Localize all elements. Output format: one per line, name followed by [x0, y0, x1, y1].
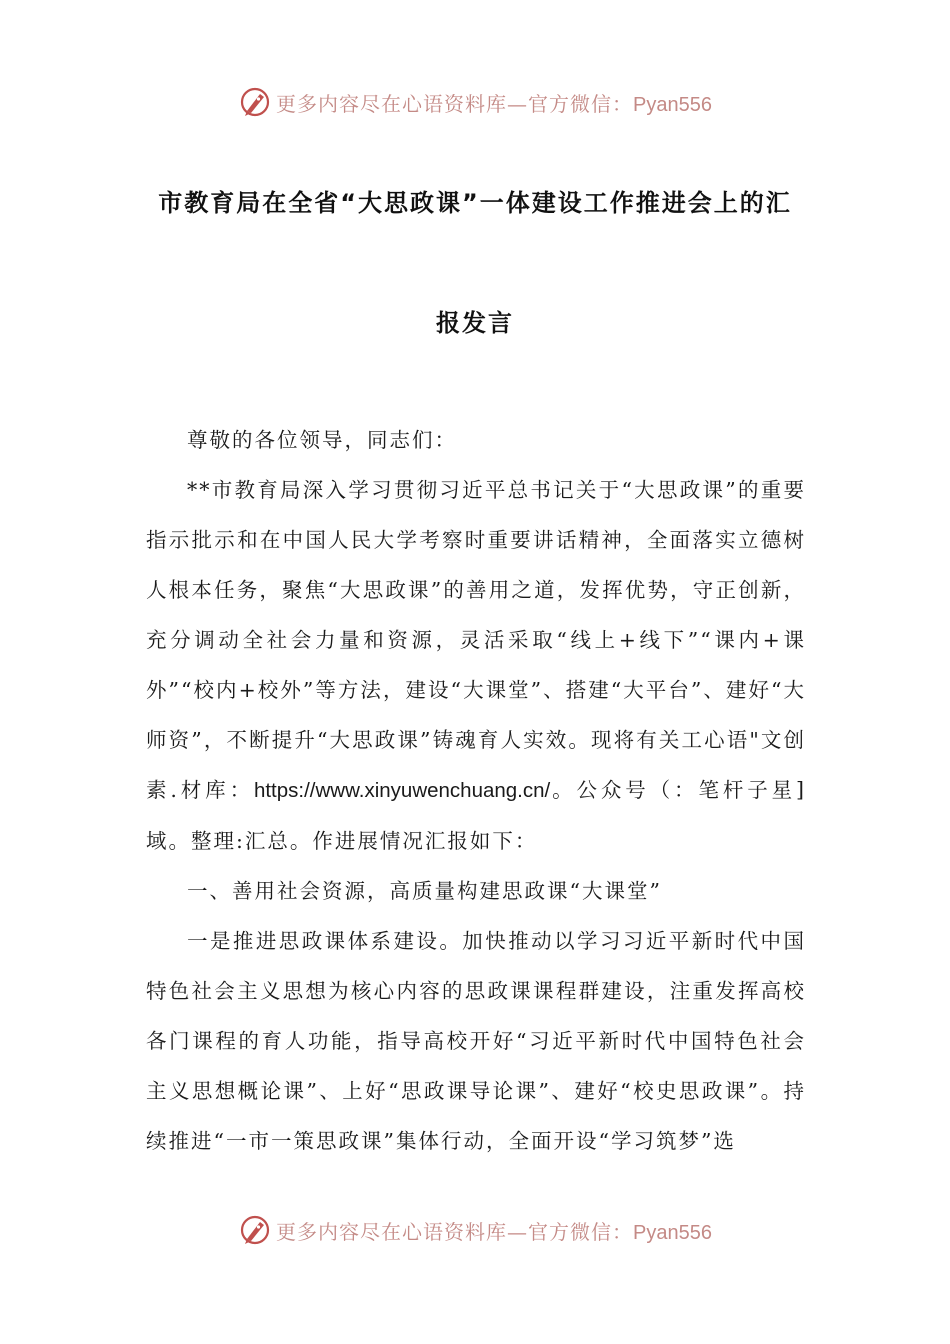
- paragraph-intro-text: **市教育局深入学习贯彻习近平总书记关于“大思政课”的重要指示批示和在中国人民大学考察时重要讲话精神，全面落实立德树人根本任务，聚焦“大思政课”的善用之道，发挥优势，守正创新，充分调动全社会力量和资源，灵活采取“线上+线下”“课内+课外”“校内+校外”等方法，建设“大课堂”、搭建“大平台”、建好“大师资”，不断提升“大思政课”铸魂育人实效。现将有关工心语"文创素.材库：: [146, 478, 806, 802]
- salutation: 尊敬的各位领导，同志们：: [187, 428, 457, 452]
- paragraph-section-1: 一是推进思政课体系建设。加快推动以学习习近平新时代中国特色社会主义思想为核心内容的思政课课程群建设，注重发挥高校各门课程的育人功能，指导高校开好“习近平新时代中国特色社会主义思想概论课”、上好“思政课导论课”、建好“校史思政课”。持续推进“一市一策思政课”集体行动，全面开设“学习筑梦”选: [146, 929, 806, 1153]
- banner-text: 更多内容尽在心语资料库—官方微信：Pyan556: [276, 91, 712, 116]
- document-title-line-2: 报发言: [436, 309, 514, 337]
- pen-nib-logo-icon: [238, 85, 272, 119]
- document-body: [146, 415, 806, 1166]
- footer-banner: [0, 1210, 950, 1250]
- document-title-line-1: 市教育局在全省“大思政课”一体建设工作推进会上的汇: [158, 189, 792, 217]
- paragraph-intro-text-end: 。公众号（：笔杆子星]域。整理:汇总。作进展情况汇报如下：: [146, 778, 806, 853]
- banner-text: 更多内容尽在心语资料库—官方微信：Pyan556: [276, 1219, 712, 1244]
- header-banner: [0, 82, 950, 122]
- source-url: https://www.xinyuwenchuang.cn/: [253, 779, 551, 802]
- pen-nib-logo-icon: [238, 1213, 272, 1247]
- section-heading-1: 一、善用社会资源，高质量构建思政课“大课堂”: [187, 879, 662, 903]
- paragraph-intro: [146, 465, 806, 866]
